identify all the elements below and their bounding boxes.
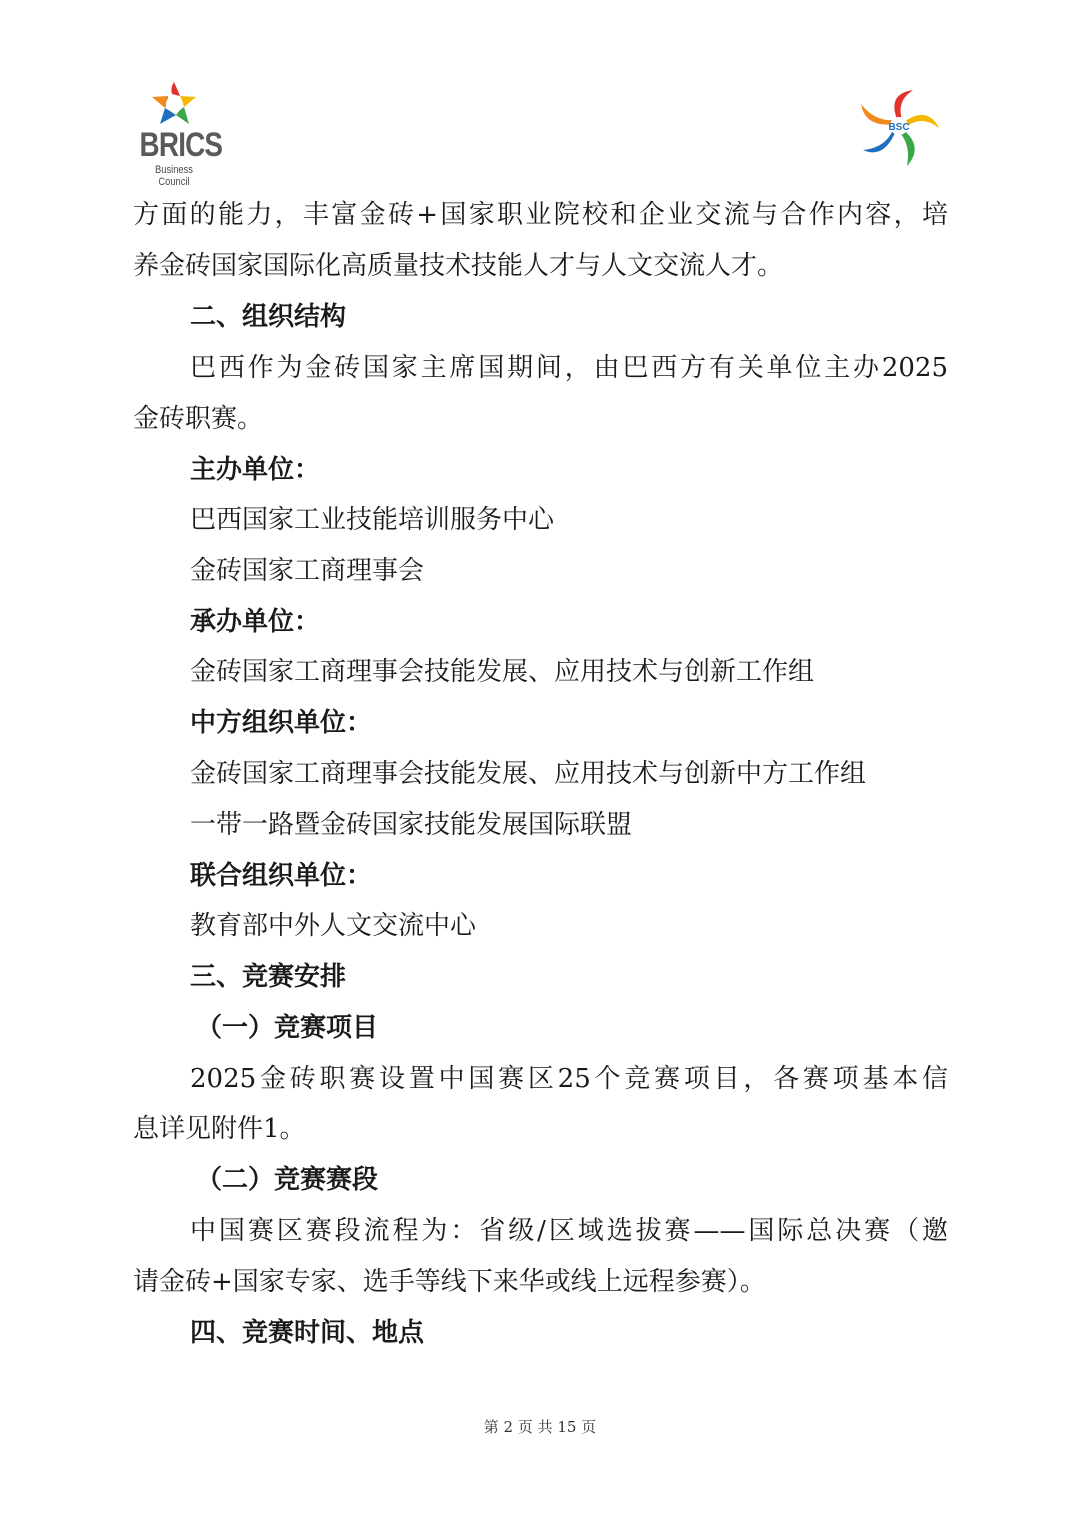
host-label: 主办单位： <box>190 455 321 485</box>
bsc-swirl-icon <box>855 84 943 168</box>
chinese-organizer-unit-2: 一带一路暨金砖国家技能发展国际联盟 <box>190 810 633 840</box>
joint-organizer-unit-1: 教育部中外人文交流中心 <box>190 911 477 941</box>
paragraph-2-line-1: 巴西作为金砖国家主席国期间，由巴西方有关单位主办2025 <box>190 353 948 383</box>
page-number-footer: 第 2 页 共 15 页 <box>483 1418 597 1436</box>
brics-business-council-logo <box>132 80 223 188</box>
host-unit-1: 巴西国家工业技能培训服务中心 <box>190 505 555 535</box>
paragraph-4-line-2: 请金砖+国家专家、选手等线下来华或线上远程参赛）。 <box>133 1267 766 1297</box>
bsc-logo-text: BSC <box>888 122 910 133</box>
section-heading-competition-arrangement: 三、竞赛安排 <box>190 962 347 992</box>
brics-star-icon <box>150 80 198 128</box>
organizer-label: 承办单位： <box>190 607 321 637</box>
organizer-unit-1: 金砖国家工商理事会技能发展、应用技术与创新工作组 <box>190 657 815 687</box>
bsc-logo <box>855 84 943 168</box>
joint-organizer-label: 联合组织单位： <box>190 861 373 891</box>
chinese-organizer-label: 中方组织单位： <box>190 708 373 738</box>
paragraph-3-line-2: 息详见附件1。 <box>133 1114 306 1144</box>
section-heading-time-location: 四、竞赛时间、地点 <box>190 1318 425 1348</box>
host-unit-2: 金砖国家工商理事会 <box>190 556 425 586</box>
paragraph-1-line-2: 养金砖国家国际化高质量技术技能人才与人文交流人才。 <box>133 251 784 281</box>
business-council-logo-text: Business Council <box>155 164 193 188</box>
section-heading-organization: 二、组织结构 <box>190 302 347 332</box>
subsection-heading-competition-items: （一）竞赛项目 <box>196 1013 379 1043</box>
paragraph-1-line-1: 方面的能力，丰富金砖+国家职业院校和企业交流与合作内容，培 <box>133 200 948 230</box>
chinese-organizer-unit-1: 金砖国家工商理事会技能发展、应用技术与创新中方工作组 <box>190 759 867 789</box>
subsection-heading-competition-stages: （二）竞赛赛段 <box>196 1165 379 1195</box>
paragraph-2-line-2: 金砖职赛。 <box>133 404 264 434</box>
brics-logo-text: BRICS <box>139 126 223 164</box>
paragraph-4-line-1: 中国赛区赛段流程为：省级/区域选拔赛——国际总决赛（邀 <box>190 1216 948 1246</box>
paragraph-3-line-1: 2025金砖职赛设置中国赛区25个竞赛项目，各赛项基本信 <box>190 1064 948 1094</box>
